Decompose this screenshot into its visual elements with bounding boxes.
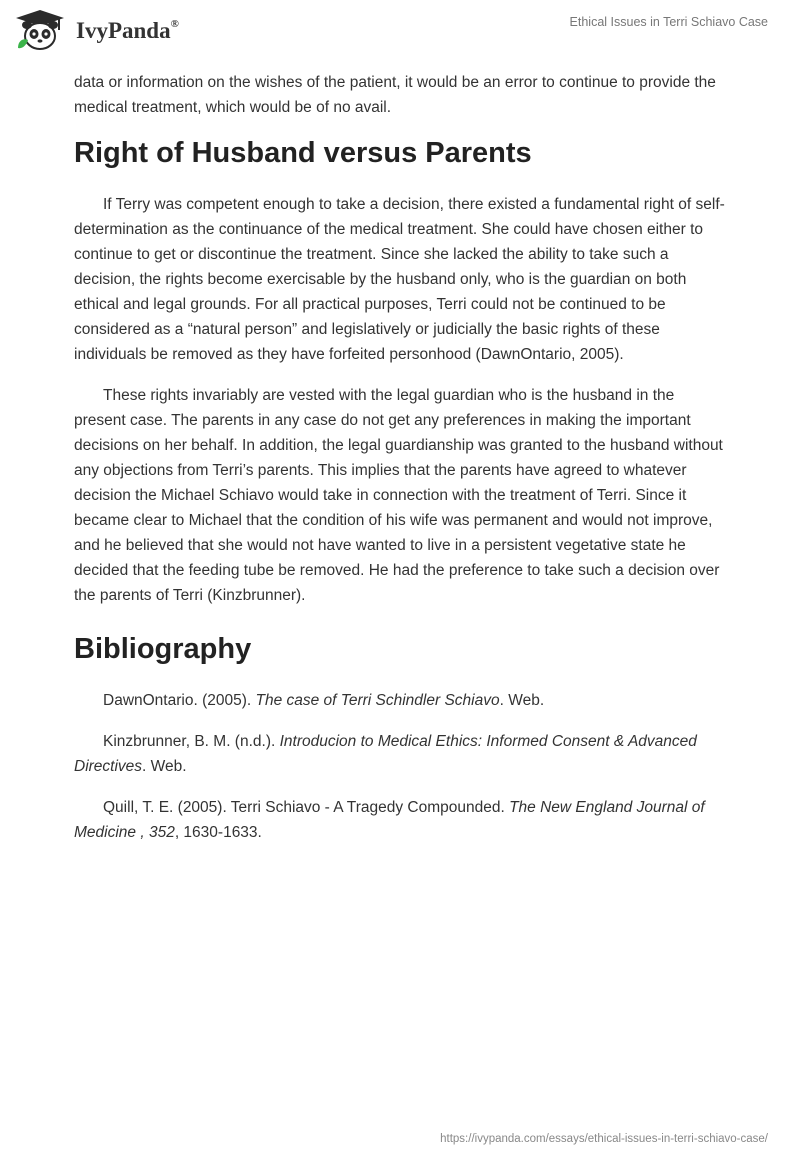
document-title: Ethical Issues in Terri Schiavo Case (569, 15, 768, 29)
brand-name[interactable]: IvyPanda® (76, 18, 179, 43)
registered-mark: ® (170, 18, 179, 31)
intro-paragraph: data or information on the wishes of the patient, it would be an error to continue to provide the medical treatment, which would be of no avail. (74, 74, 716, 116)
section-heading-rights: Right of Husband versus Parents (74, 137, 532, 169)
section-heading-bibliography: Bibliography (74, 633, 252, 665)
source-url-link[interactable]: https://ivypanda.com/essays/ethical-issues-in-terri-schiavo-case/ (440, 1133, 768, 1145)
essay-content (74, 70, 726, 861)
bibliography-entry: Quill, T. E. (2005). Terri Schiavo - A Tragedy Compounded. The New England Journal of Medicine , 352, 1630-1633. (74, 799, 705, 841)
rights-paragraph-1: If Terry was competent enough to take a decision, there existed a fundamental right of self-determination as the continuance of the medical treatment. She could have chosen either to continue to get or discontinue the treatment. Since she lacked the ability to take such a decision, the rights become exercisable by the husband only, who is the guardian on both ethical and legal grounds. For all practical purposes, Terri could not be continued to be considered as a “natural person” and legislatively or judicially the basic rights of these individuals be removed as they have forfeited personhood (DawnOntario, 2005). (74, 196, 725, 363)
ivypanda-logo-icon[interactable] (14, 8, 66, 52)
bibliography-entry: Kinzbrunner, B. M. (n.d.). Introducion to Medical Ethics: Informed Consent & Advanced Directives. Web. (74, 733, 697, 775)
rights-paragraph-2: These rights invariably are vested with the legal guardian who is the husband in the present case. The parents in any case do not get any preferences in making the important decisions on her behalf. In addition, the legal guardianship was granted to the husband without any objections from Terri’s parents. This implies that the parents have agreed to whatever decision the Michael Schiavo would take in connection with the treatment of Terri. Since it became clear to Michael that the condition of his wife was permanent and would not improve, and he believed that she would not have wanted to live in a persistent vegetative state he decided that the feeding tube be removed. He had the preference to take such a decision over the parents of Terri (Kinzbrunner). (74, 387, 723, 604)
page-header (0, 0, 800, 64)
bibliography-entry: DawnOntario. (2005). The case of Terri Schindler Schiavo. Web. (103, 692, 545, 709)
